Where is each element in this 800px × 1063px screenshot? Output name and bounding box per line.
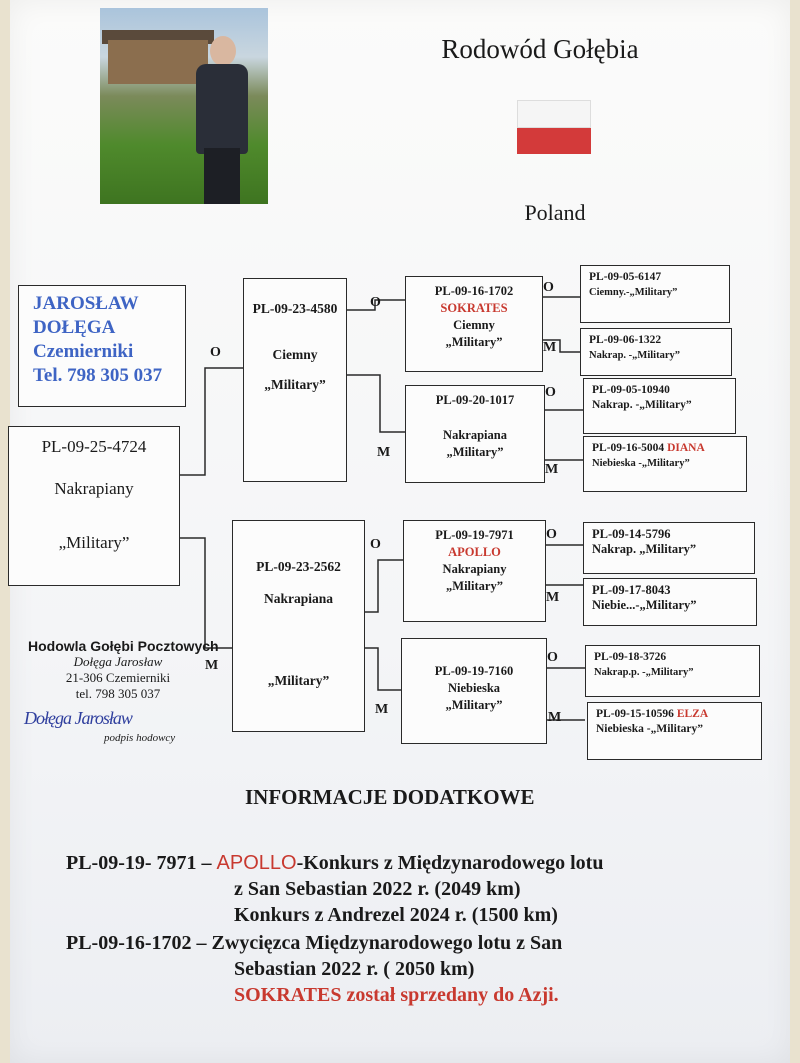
label-dam: M — [548, 710, 562, 725]
grandparent-box-fm — [405, 385, 545, 483]
ggp-mfm-ring: PL-09-17-8043 — [592, 583, 671, 597]
pigeon-ring: PL-09-25-4724 — [41, 437, 147, 456]
owner-last-name: DOŁĘGA — [33, 317, 116, 338]
ggp-box-fmf — [583, 378, 736, 434]
label-dam: M — [545, 462, 559, 477]
grandparent-box-ff — [405, 276, 543, 372]
gp-mm-breed: „Military” — [445, 698, 503, 712]
mother-breed: „Military” — [267, 673, 330, 688]
ggp-fmm-desc: Niebieska -„Military” — [592, 458, 690, 469]
grandparent-box-mf — [403, 520, 546, 622]
info-entry1-line1: -Konkurs z Międzynarodowego lotu — [296, 852, 604, 874]
ggp-box-mmf — [585, 645, 760, 697]
ggp-box-mmm — [587, 702, 762, 760]
stamp-phone: tel. 798 305 037 — [75, 686, 161, 701]
page-title: Rodowód Gołębia — [441, 34, 639, 64]
signature-caption: podpis hodowcy — [104, 732, 176, 744]
stamp-address: 21-306 Czemierniki — [65, 670, 171, 685]
label-dam: M — [377, 445, 391, 460]
gp-ff-name: SOKRATES — [440, 301, 508, 315]
ggp-mmm-desc: Niebieska -„Military” — [596, 723, 703, 735]
info-entry2-line1: Zwycięzca Międzynarodowego lotu z San — [211, 932, 563, 954]
ggp-box-ffm — [580, 328, 732, 376]
breeder-stamp — [28, 638, 219, 702]
father-color: Ciemny — [272, 347, 318, 362]
gp-fm-breed: „Military” — [446, 445, 504, 459]
owner-phone: Tel. 798 305 037 — [33, 365, 163, 386]
mother-color: Nakrapiana — [263, 591, 334, 606]
gp-mm-ring: PL-09-19-7160 — [434, 664, 514, 678]
stamp-heading: Hodowla Gołębi Pocztowych — [28, 638, 219, 654]
gp-fm-color: Nakrapiana — [443, 428, 507, 442]
ggp-ffm-ring: PL-09-06-1322 — [589, 334, 662, 346]
country-label: Poland — [524, 200, 586, 225]
label-sire: O — [543, 280, 554, 295]
label-sire: O — [546, 527, 557, 542]
label-sire: O — [370, 537, 381, 552]
ggp-fff-ring: PL-09-05-6147 — [589, 271, 662, 283]
gp-ff-breed: „Military” — [445, 335, 503, 349]
ggp-mmm-name: ELZA — [676, 708, 709, 720]
owner-town: Czemierniki — [33, 341, 134, 362]
ggp-box-mff — [583, 522, 755, 574]
label-sire: O — [210, 345, 221, 360]
info-entry1-ring: PL-09-19- 7971 – — [66, 852, 212, 874]
label-sire: O — [545, 385, 556, 400]
ggp-mff-desc: Nakrap. „Military” — [592, 542, 697, 556]
info-entry1-name: APOLLO — [216, 852, 297, 874]
gp-mf-name: APOLLO — [448, 545, 501, 559]
info-entry2-note: został sprzedany do Azji. — [341, 984, 559, 1006]
ggp-fmf-desc: Nakrap. -„Military” — [592, 399, 692, 411]
signature-area — [20, 708, 220, 748]
pigeon-breed: „Military” — [58, 533, 130, 552]
info-entry1-line3: Konkurs z Andrezel 2024 r. (1500 km) — [234, 904, 558, 926]
mother-box — [232, 520, 365, 732]
handwritten-signature: Dołęga Jarosław — [24, 708, 132, 728]
info-entry2-ring: PL-09-16-1702 – — [66, 932, 207, 954]
gp-ff-ring: PL-09-16-1702 — [434, 284, 514, 298]
gp-mm-color: Niebieska — [447, 681, 501, 695]
info-entry-apollo — [66, 850, 603, 928]
ggp-mmm-ring: PL-09-15-10596 — [596, 708, 674, 720]
ggp-fmf-ring: PL-09-05-10940 — [592, 384, 670, 396]
ggp-fmm-name: DIANA — [667, 442, 705, 454]
gp-mf-ring: PL-09-19-7971 — [435, 528, 514, 542]
ggp-box-fff — [580, 265, 730, 323]
info-entry1-line2: z San Sebastian 2022 r. (2049 km) — [234, 878, 521, 900]
label-sire: O — [547, 650, 558, 665]
ggp-mmf-desc: Nakrap.p. -„Military” — [594, 667, 694, 678]
gp-mf-color: Nakrapiany — [442, 562, 507, 576]
info-entry2-line2: Sebastian 2022 r. ( 2050 km) — [234, 958, 475, 980]
mother-ring: PL-09-23-2562 — [256, 559, 341, 574]
ggp-mff-ring: PL-09-14-5796 — [592, 527, 671, 541]
father-ring: PL-09-23-4580 — [252, 301, 338, 316]
label-dam: M — [375, 702, 389, 717]
stamp-name: Dołęga Jarosław — [73, 654, 163, 669]
label-dam: M — [546, 590, 560, 605]
father-box — [243, 278, 347, 482]
gp-ff-color: Ciemny — [453, 318, 495, 332]
father-breed: „Military” — [264, 377, 326, 392]
ggp-mmf-ring: PL-09-18-3726 — [594, 651, 667, 663]
info-entry2-name: SOKRATES — [234, 984, 342, 1006]
label-sire: O — [370, 295, 381, 310]
grandparent-box-mm — [401, 638, 547, 744]
pigeon-box — [8, 426, 180, 586]
owner-box — [18, 285, 186, 407]
ggp-box-mfm — [583, 578, 757, 626]
info-title: INFORMACJE DODATKOWE — [245, 785, 535, 809]
owner-first-name: JAROSŁAW — [33, 293, 139, 314]
info-entry-sokrates — [66, 930, 562, 1008]
gp-mf-breed: „Military” — [446, 579, 503, 593]
gp-fm-ring: PL-09-20-1017 — [435, 393, 515, 407]
ggp-mfm-desc: Niebie...-„Military” — [592, 598, 697, 612]
pigeon-color: Nakrapiany — [54, 479, 134, 498]
ggp-box-fmm — [583, 436, 747, 492]
ggp-fff-desc: Ciemny.-„Military” — [589, 287, 678, 298]
label-dam: M — [205, 658, 219, 673]
label-dam: M — [543, 340, 557, 355]
ggp-ffm-desc: Nakrap. -„Military” — [589, 350, 680, 361]
ggp-fmm-ring: PL-09-16-5004 — [592, 442, 665, 454]
